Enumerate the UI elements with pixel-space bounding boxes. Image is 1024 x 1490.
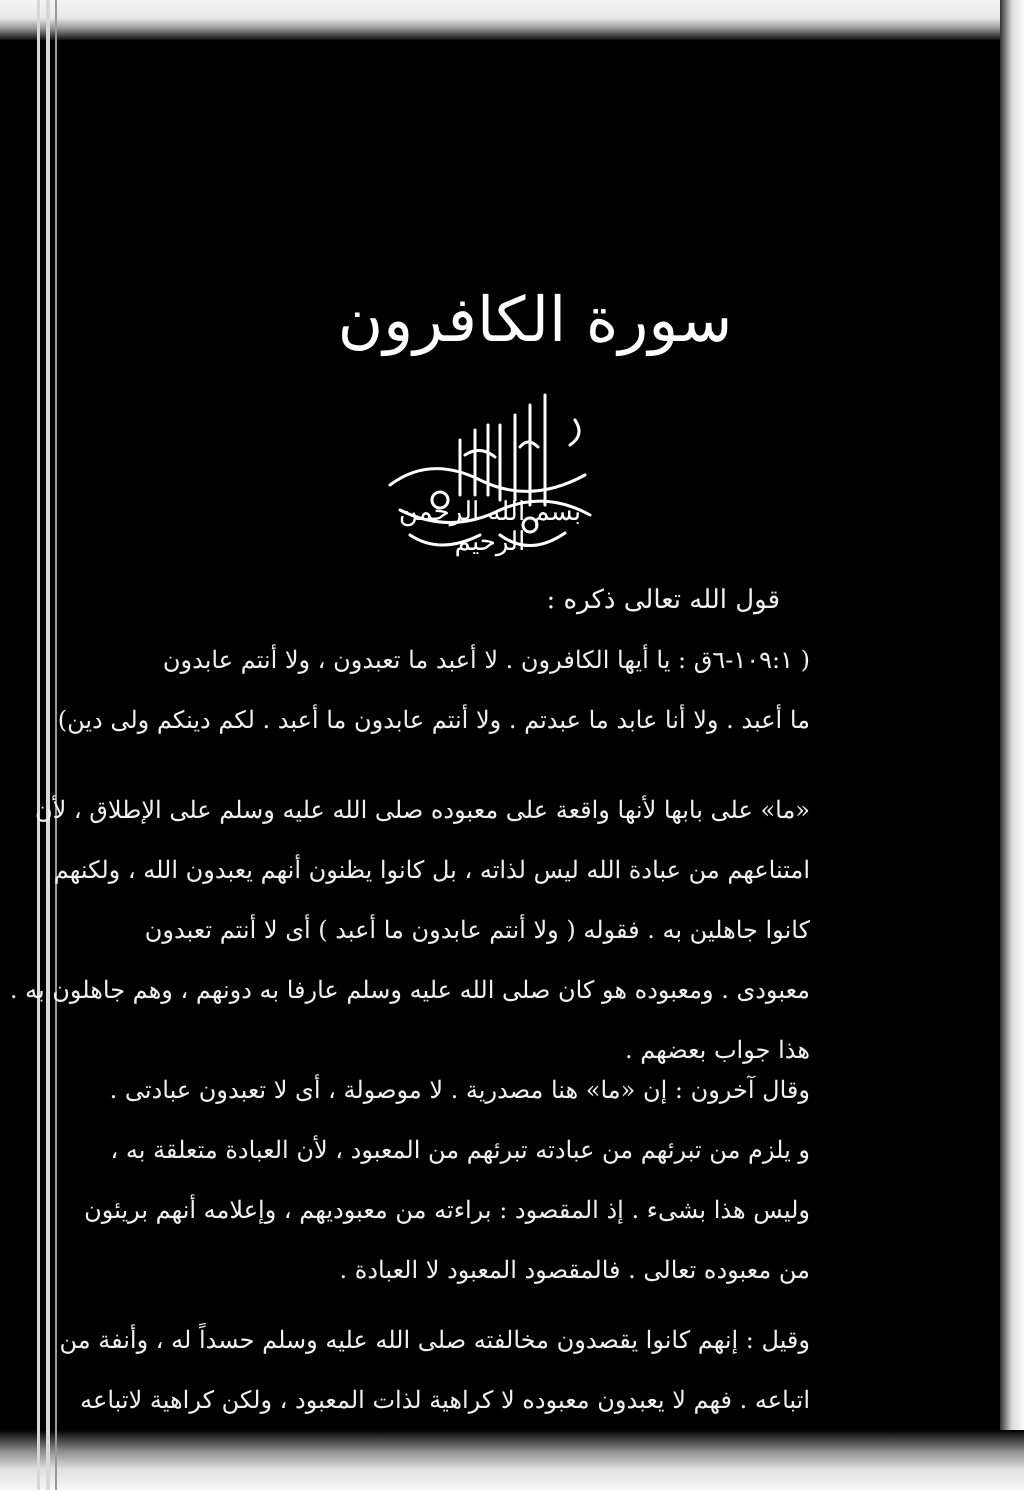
verse-paragraph [57, 630, 810, 750]
commentary-paragraph [59, 1310, 810, 1430]
text-line: وليس هذا بشىء . إذ المقصود : براءته من معبوديهم ، وإعلامه أنهم بريئون [84, 1196, 810, 1224]
book-spine-line [37, 0, 40, 1490]
book-spine-line [55, 0, 57, 1490]
surah-title: سورة الكافرون [337, 283, 733, 356]
text-line: وقيل : إنهم كانوا يقصدون مخالفته صلى الله عليه وسلم حسداً له ، وأنفة من [59, 1326, 810, 1354]
scan-top-edge [0, 0, 1024, 40]
text-line: امتناعهم من عبادة الله ليس لذاته ، بل كانوا يظنون أنهم يعبدون الله ، ولكنهم [53, 856, 810, 884]
text-line: اتباعه . فهم لا يعبدون معبوده لا كراهية لذات المعبود ، ولكن كراهية لاتباعه [80, 1386, 810, 1414]
basmala-text: بسم الله الرحمن الرحيم [398, 497, 582, 557]
text-line: ( ١٠٩:١-٦ق : يا أيها الكافرون . لا أعبد ما تعبدون ، ولا أنتم عابدون [162, 646, 810, 674]
basmala-calligraphy [370, 385, 610, 565]
scan-bottom-edge [0, 1430, 1024, 1490]
text-line: معبودى . ومعبوده هو كان صلى الله عليه وسلم عارفا به دونهم ، وهم جاهلون به . [9, 976, 810, 1004]
intro-line: قول الله تعالى ذكره : [546, 585, 780, 615]
text-line: و يلزم من تبرئهم من عبادته تبرئهم من المعبود ، لأن العبادة متعلقة به ، [110, 1136, 810, 1164]
book-page [9, 40, 1000, 1430]
text-line: وقال آخرون : إن «ما» هنا مصدرية . لا موصولة ، أى لا تعبدون عبادتى . [109, 1076, 810, 1104]
text-line: كانوا جاهلين به . فقوله ( ولا أنتم عابدون ما أعبد ) أى لا أنتم تعبدون [144, 916, 810, 944]
commentary-paragraph [9, 780, 810, 1080]
scan-right-edge [1000, 0, 1024, 1490]
text-line: من معبوده تعالى . فالمقصود المعبود لا العبادة . [339, 1256, 810, 1284]
text-line: ما أعبد . ولا أنا عابد ما عبدتم . ولا أنتم عابدون ما أعبد . لكم دينكم ولى دين) [57, 706, 810, 734]
commentary-paragraph [84, 1060, 810, 1300]
text-line: «ما» على بابها لأنها واقعة على معبوده صلى الله عليه وسلم على الإطلاق ، لأن [34, 796, 810, 824]
text-line: هذا جواب بعضهم . [624, 1036, 810, 1064]
book-spine-line [46, 0, 50, 1490]
